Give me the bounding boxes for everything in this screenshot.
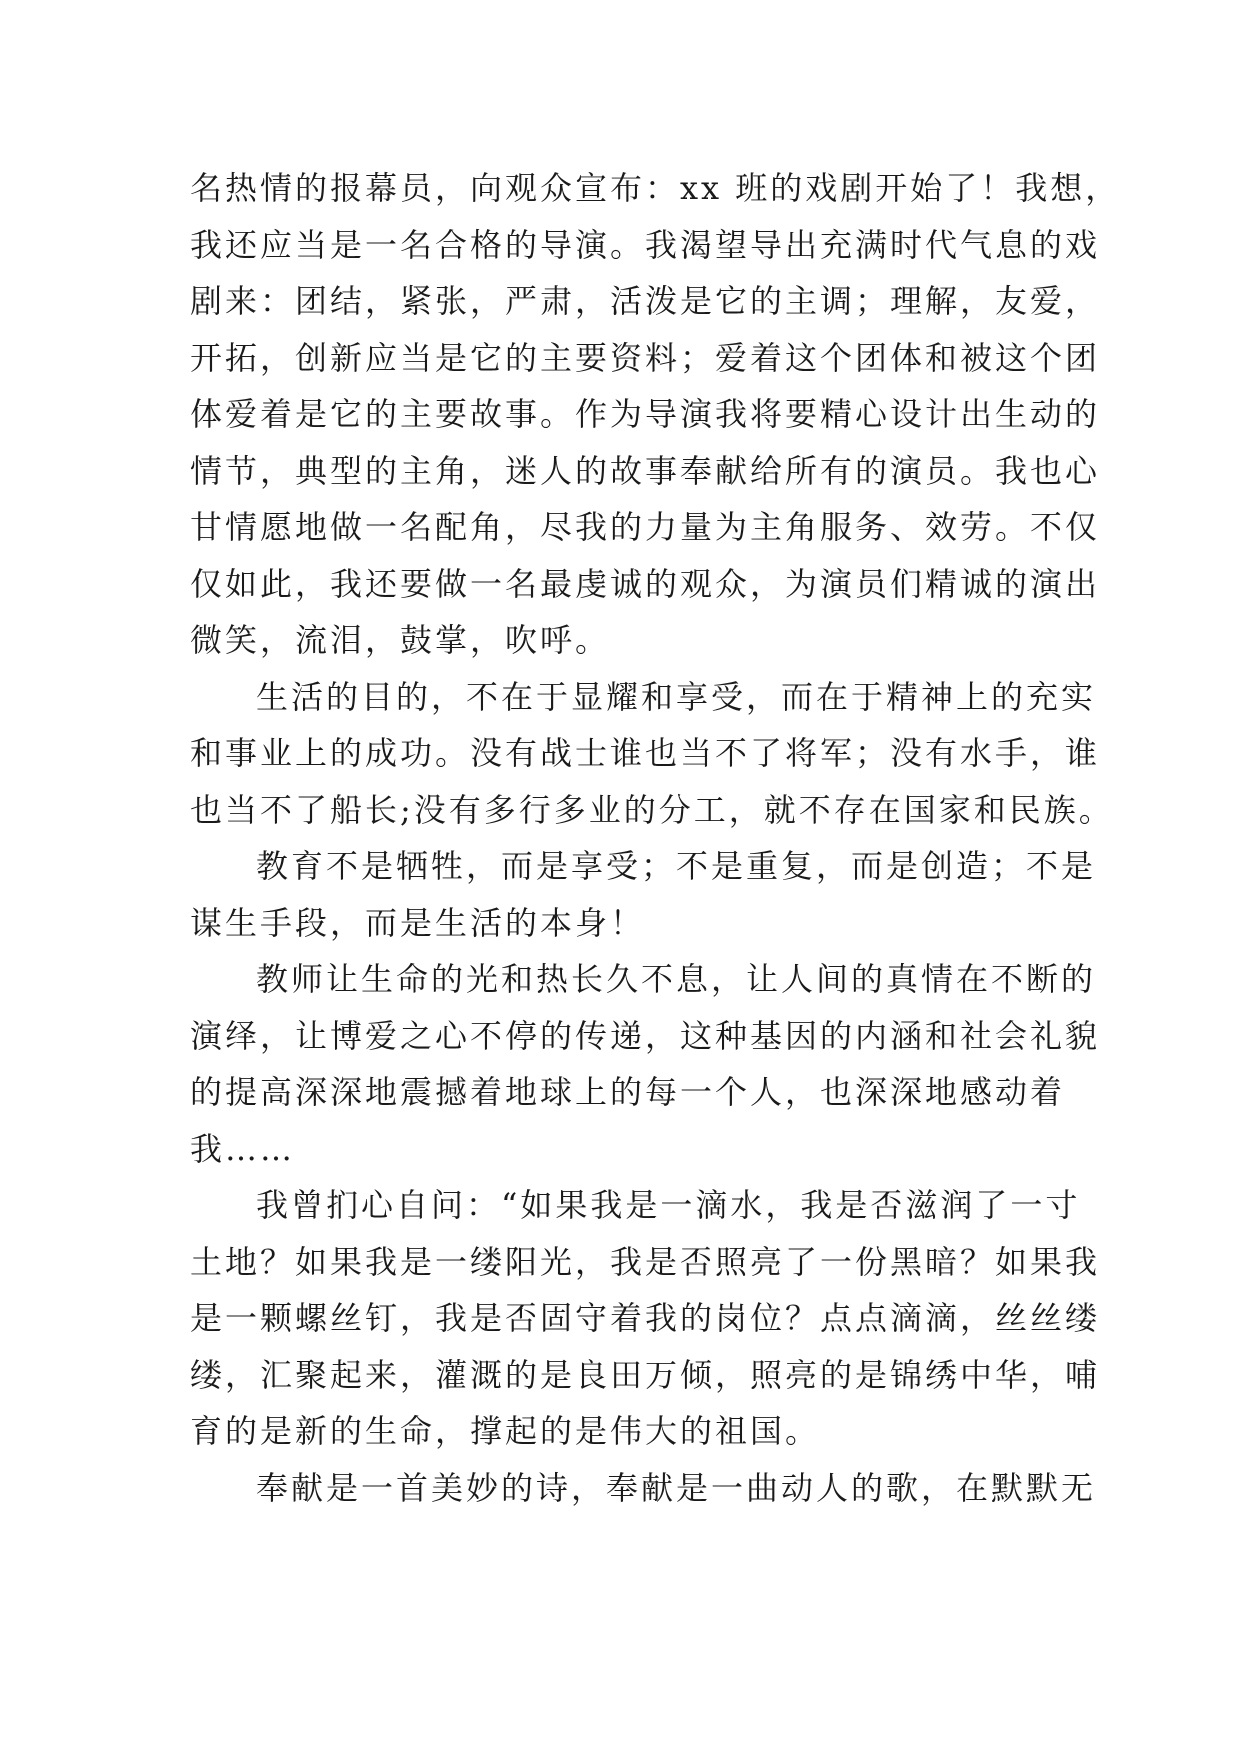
paragraph-end-line: 也当不了船长;没有多行多业的分工，就不存在国家和民族。	[190, 790, 1114, 829]
paragraph-start-line: 我曾扪心自问：“如果我是一滴水，我是否滋润了一寸	[256, 1186, 1081, 1224]
paragraph-start-line: 生活的目的，不在于显耀和享受，而在于精神上的充实	[256, 677, 1097, 716]
text-line: 甘情愿地做一名配角，尽我的力量为主角服务、效劳。不仅	[190, 508, 1101, 546]
text-line: 缕，汇聚起来，灌溉的是良田万倾，照亮的是锦绣中华，哺	[190, 1355, 1101, 1394]
paragraph-start-line: 奉献是一首美妙的诗，奉献是一曲动人的歌，在默默无	[256, 1468, 1097, 1507]
paragraph-start-line: 教师让生命的光和热长久不息，让人间的真情在不断的	[256, 960, 1097, 998]
paragraph-end-line: 谋生手段，而是生活的本身！	[190, 903, 646, 942]
text-line: 仅如此，我还要做一名最虔诚的观众，为演员们精诚的演出	[190, 564, 1101, 603]
text-line: 名热情的报幕员，向观众宣布：xx 班的戏剧开始了！我想，	[190, 169, 1121, 207]
text-line: 的提高深深地震撼着地球上的每一个人，也深深地感动着	[190, 1073, 1066, 1111]
document-body	[190, 160, 1121, 1516]
text-line: 演绎，让博爱之心不停的传递，这种基因的内涵和社会礼貌	[190, 1016, 1101, 1055]
text-line: 是一颗螺丝钉，我是否固守着我的岗位？点点滴滴，丝丝缕	[190, 1299, 1101, 1337]
text-line: 和事业上的成功。没有战士谁也当不了将军；没有水手，谁	[190, 734, 1101, 772]
paragraph-end-line: 微笑，流泪，鼓掌，吹呼。	[190, 621, 611, 659]
paragraph-end-line: 育的是新的生命，撑起的是伟大的祖国。	[190, 1412, 821, 1450]
paragraph-start-line: 教育不是牺牲，而是享受；不是重复，而是创造；不是	[256, 847, 1097, 885]
text-line: 土地？如果我是一缕阳光，我是否照亮了一份黑暗？如果我	[190, 1242, 1101, 1281]
text-line: 开拓，创新应当是它的主要资料；爱着这个团体和被这个团	[190, 338, 1101, 377]
text-line: 剧来：团结，紧张，严肃，活泼是它的主调；理解，友爱，	[190, 282, 1101, 320]
text-line: 体爱着是它的主要故事。作为导演我将要精心设计出生动的	[190, 395, 1101, 433]
text-line: 情节，典型的主角，迷人的故事奉献给所有的演员。我也心	[190, 451, 1101, 490]
paragraph-end-line: 我……	[190, 1129, 296, 1168]
text-line: 我还应当是一名合格的导演。我渴望导出充满时代气息的戏	[190, 225, 1101, 264]
